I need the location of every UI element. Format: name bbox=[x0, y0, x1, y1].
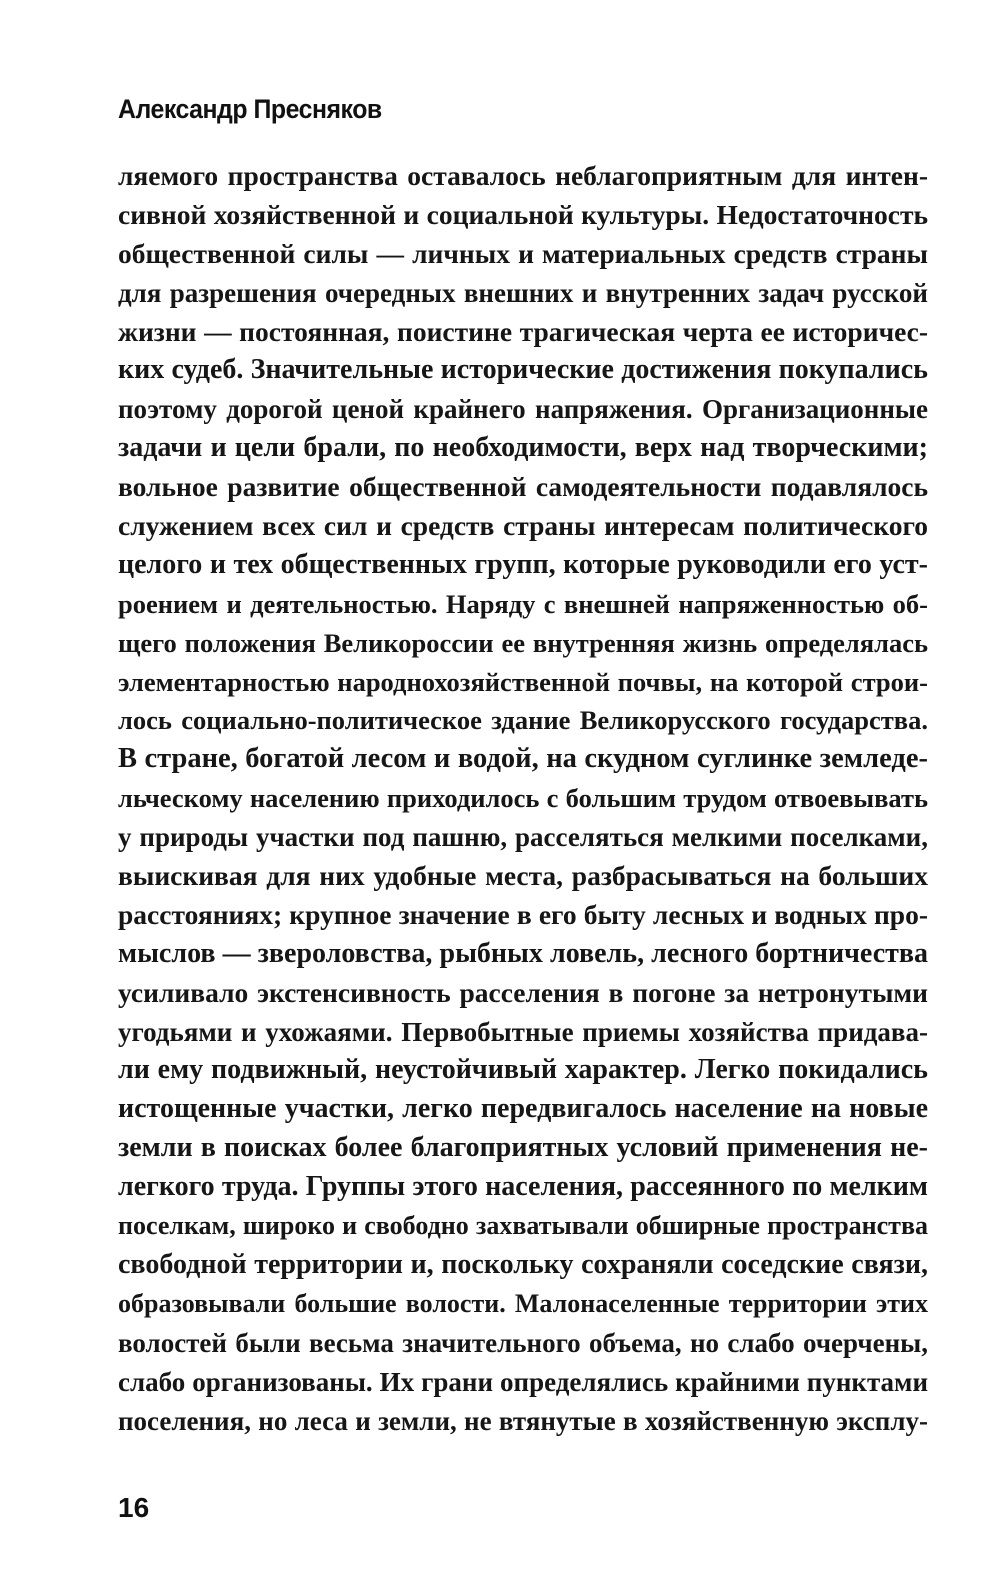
text-line: В стране, богатой лесом и водой, на скудном суглинке земледе- bbox=[118, 743, 928, 775]
text-line: земли в поисках более благоприятных условий применения не- bbox=[118, 1132, 928, 1164]
text-line: щего положения Великороссии ее внутренняя жизнь определялась bbox=[118, 627, 928, 658]
text-line: общественной силы — личных и материальных средств страны bbox=[118, 237, 928, 269]
text-line: лось социально-политическое здание Великорусского государства. bbox=[118, 705, 928, 736]
text-line: роением и деятельностью. Наряду с внешней напряженностью об- bbox=[118, 588, 928, 619]
text-line: образовывали большие волости. Малонаселенные территории этих bbox=[118, 1288, 928, 1318]
text-line: сивной хозяйственной и социальной культуры. Недостаточность bbox=[118, 198, 928, 230]
text-line: льческому населению приходилось с большим трудом отвоевывать bbox=[118, 783, 928, 814]
text-line: слабо организованы. Их грани определялись крайними пунктами bbox=[118, 1366, 928, 1397]
text-line: легкого труда. Группы этого населения, рассеянного по мелким bbox=[118, 1171, 928, 1203]
text-line: вольное развитие общественной самодеятельности подавлялось bbox=[118, 471, 928, 503]
text-line: свободной территории и, поскольку сохраняли соседские связи, bbox=[118, 1248, 928, 1280]
text-line: для разрешения очередных внешних и внутренних задач русской bbox=[118, 277, 928, 308]
text-line: мыслов — звероловства, рыбных ловель, лесного бортничества bbox=[118, 937, 928, 969]
text-line: поэтому дорогой ценой крайнего напряжения. Организационные bbox=[118, 394, 928, 425]
text-line: волостей были весьма значительного объема, но слабо очерчены, bbox=[118, 1327, 928, 1358]
text-line: поселкам, широко и свободно захватывали обширные пространства bbox=[118, 1211, 928, 1241]
text-line: усиливало экстенсивность расселения в погоне за нетронутыми bbox=[118, 976, 928, 1008]
body-text bbox=[118, 157, 928, 1440]
text-line: ких судеб. Значительные исторические достижения покупались bbox=[118, 354, 928, 386]
text-line: жизни — постоянная, поистине трагическая черта ее историчес- bbox=[118, 315, 928, 347]
text-line: задачи и цели брали, по необходимости, верх над творческими; bbox=[118, 432, 928, 464]
text-line: ляемого пространства оставалось неблагоприятным для интен- bbox=[118, 160, 928, 191]
text-line: истощенные участки, легко передвигалось население на новые bbox=[118, 1093, 928, 1125]
text-line: выискивая для них удобные места, разбрасываться на больших bbox=[118, 860, 928, 892]
text-line: расстояниях; крупное значение в его быту лесных и водных про- bbox=[118, 898, 928, 930]
text-line: угодьями и ухожаями. Первобытные приемы хозяйства придава- bbox=[118, 1016, 928, 1047]
page-number: 16 bbox=[118, 1492, 150, 1523]
text-line: у природы участки под пашню, расселяться мелкими поселками, bbox=[118, 822, 928, 853]
text-line: поселения, но леса и земли, не втянутые в хозяйственную эксплу- bbox=[118, 1405, 928, 1436]
running-header: Александр Пресняков bbox=[118, 94, 382, 124]
text-line: целого и тех общественных групп, которые руководили его уст- bbox=[118, 548, 928, 580]
text-line: элементарностью народнохозяйственной почвы, на которой строи- bbox=[118, 666, 928, 697]
text-line: служением всех сил и средств страны интересам политического bbox=[118, 510, 928, 542]
text-line: ли ему подвижный, неустойчивый характер. Легко покидались bbox=[118, 1054, 928, 1086]
